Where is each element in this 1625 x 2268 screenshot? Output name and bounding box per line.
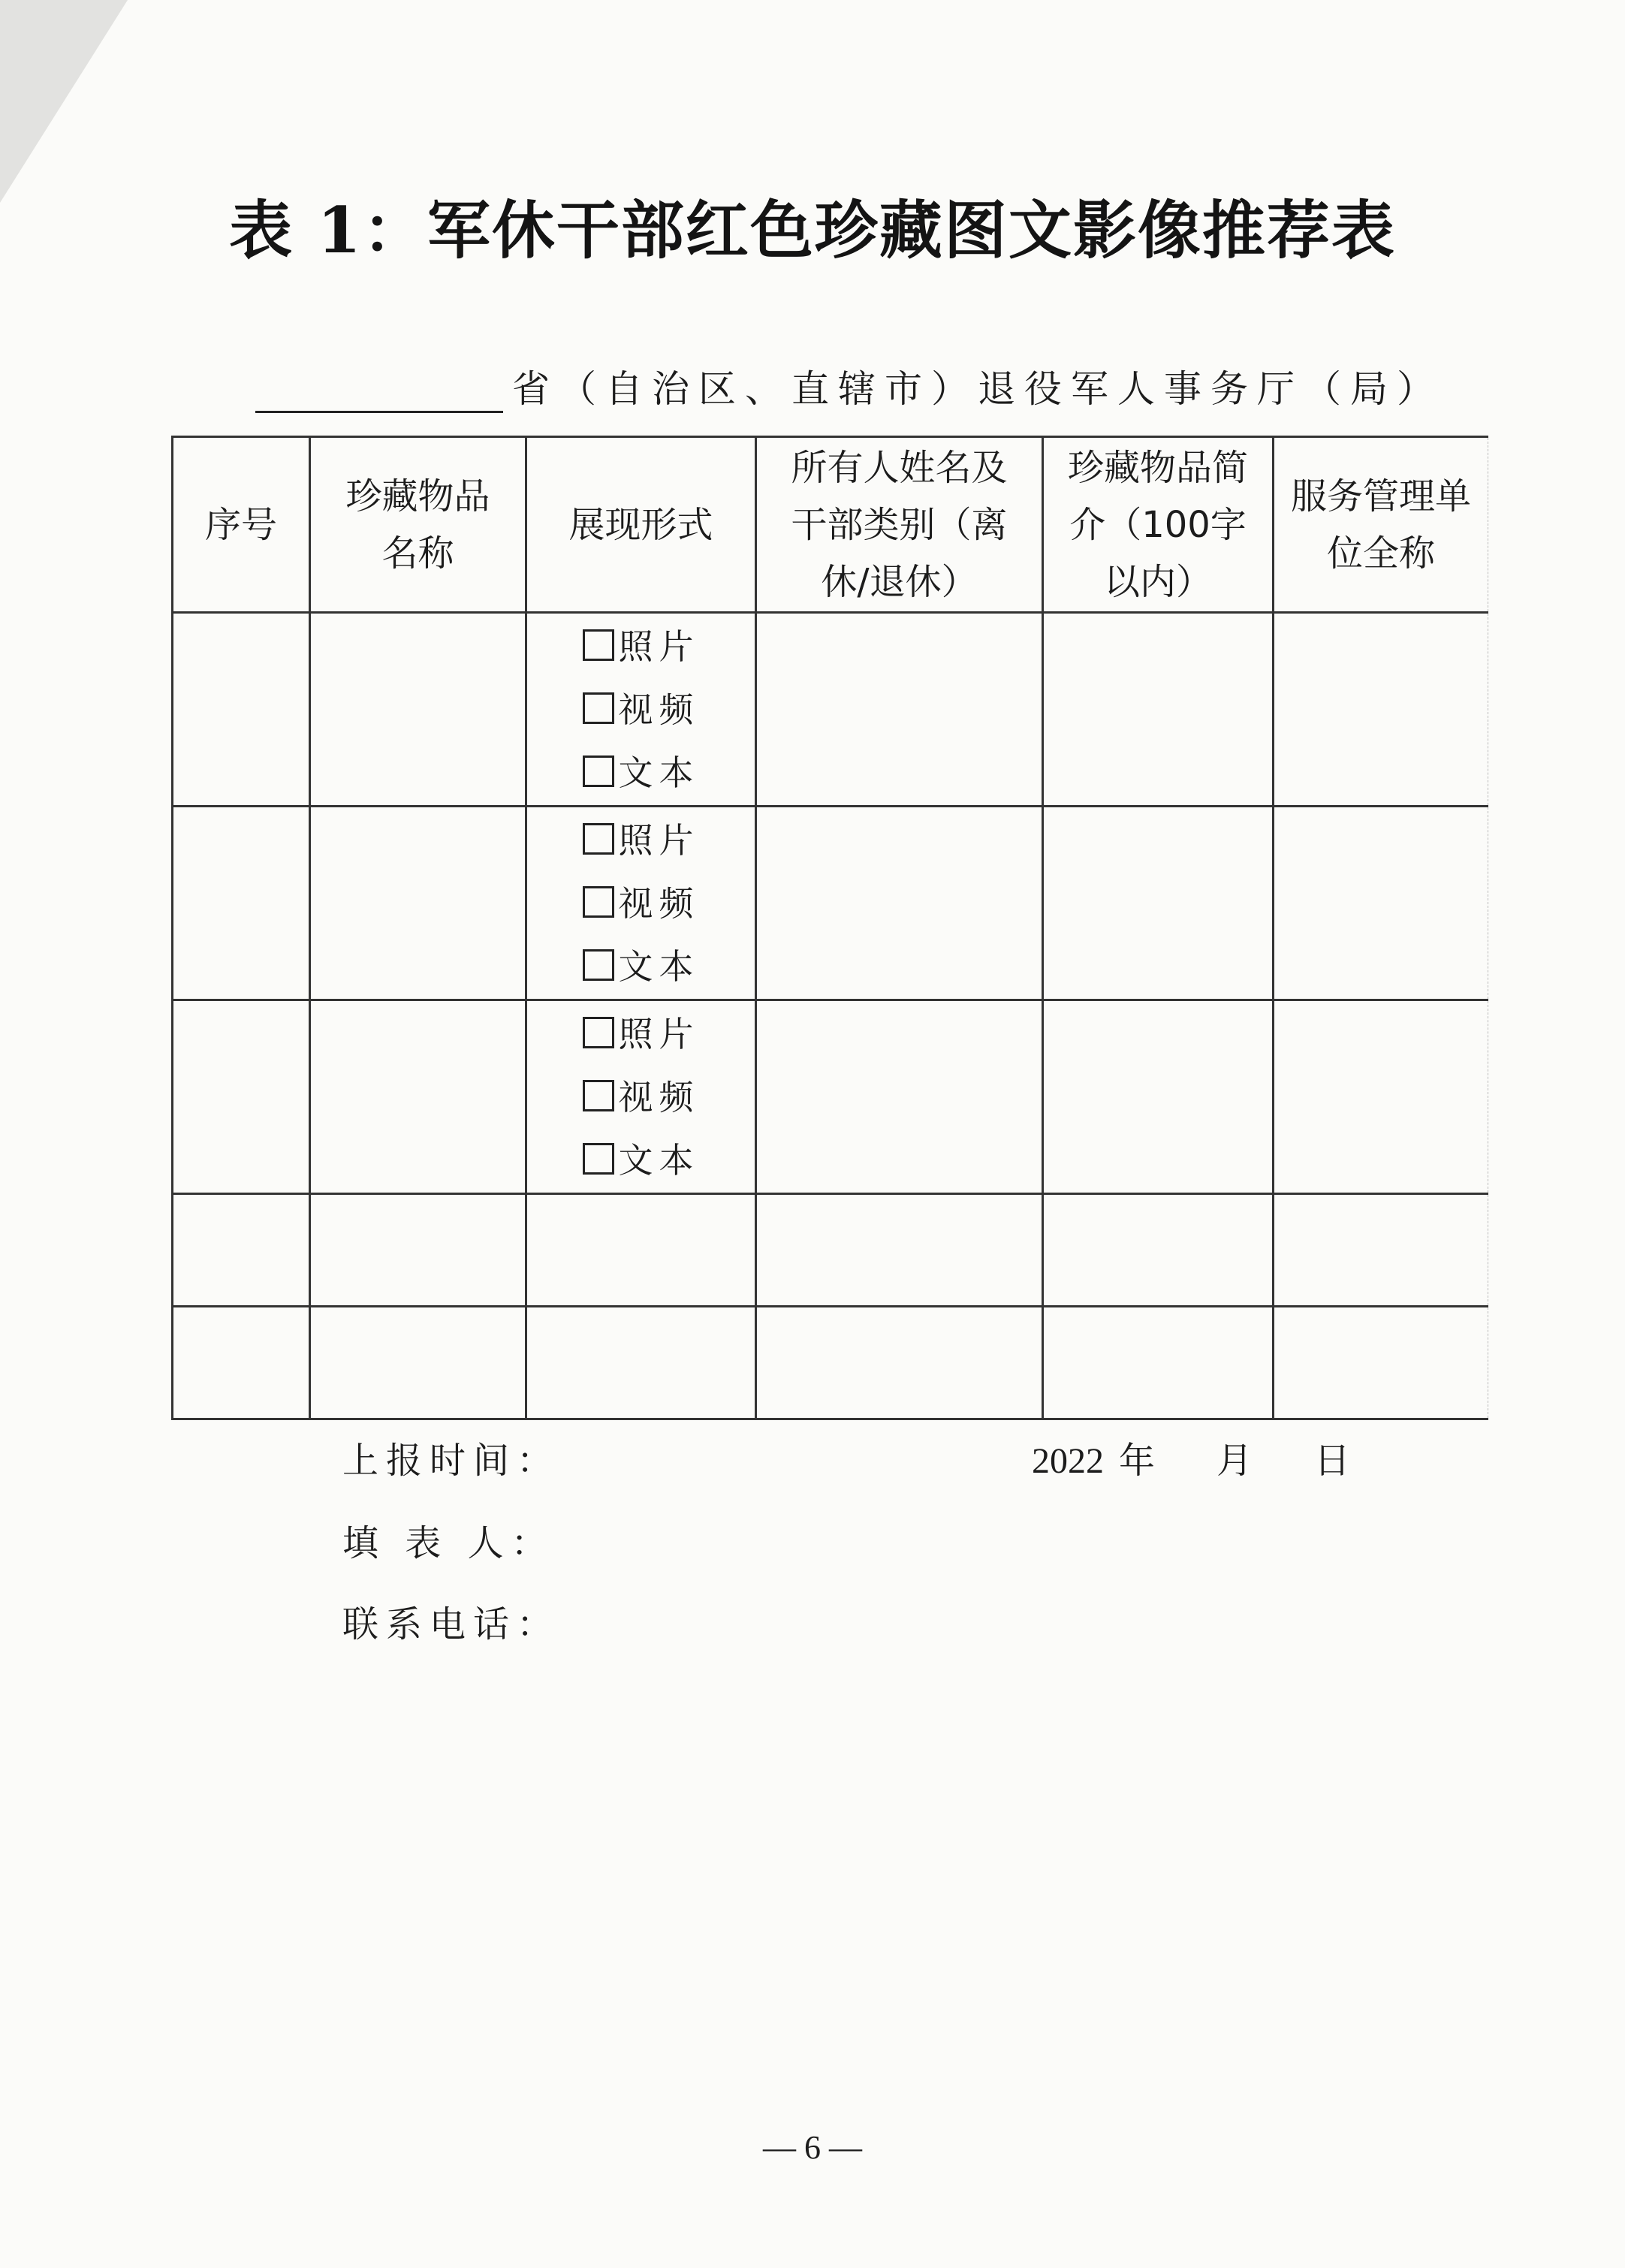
cell-item-name[interactable]	[310, 1307, 526, 1419]
document-title: 表 1：军休干部红色珍藏图文影像推荐表	[229, 193, 1396, 267]
option-photo[interactable]: 照片	[527, 1003, 755, 1066]
cell-management-unit[interactable]	[1274, 1307, 1488, 1419]
header-presentation-form: 展现形式	[526, 437, 756, 613]
checkbox-icon	[583, 1080, 614, 1111]
checkbox-icon	[583, 629, 614, 661]
header-serial-number: 序号	[173, 437, 310, 613]
report-time-label: 上报时间：	[342, 1440, 561, 1482]
date-day-char: 日	[1314, 1441, 1351, 1481]
page-fold-corner	[0, 0, 128, 203]
checkbox-icon	[583, 755, 614, 787]
checkbox-icon	[583, 886, 614, 918]
option-video[interactable]: 视频	[527, 678, 755, 741]
header-owner-name-category: 所有人姓名及干部类别（离休/退休）	[756, 437, 1043, 613]
cell-serial[interactable]	[173, 1307, 310, 1419]
cell-presentation-form[interactable]	[526, 1194, 756, 1307]
option-photo[interactable]: 照片	[527, 615, 755, 678]
header-item-description: 珍藏物品简介（100字以内）	[1043, 437, 1274, 613]
table-row	[173, 1000, 1488, 1194]
option-video[interactable]: 视频	[527, 1066, 755, 1129]
date-month-char: 月	[1216, 1441, 1253, 1481]
cell-serial[interactable]	[173, 1194, 310, 1307]
checkbox-icon	[583, 1017, 614, 1048]
cell-management-unit[interactable]	[1274, 1000, 1488, 1194]
cell-presentation-form	[526, 1000, 756, 1194]
table-row	[173, 807, 1488, 1000]
province-blank[interactable]	[255, 405, 503, 413]
filler-label: 填 表 人：	[342, 1522, 555, 1564]
cell-management-unit[interactable]	[1274, 1194, 1488, 1307]
checkbox-icon	[583, 692, 614, 724]
page-number: — 6 —	[763, 2129, 862, 2166]
header-item-name: 珍藏物品名称	[310, 437, 526, 613]
table-row	[173, 613, 1488, 807]
cell-owner[interactable]	[756, 1000, 1043, 1194]
header-management-unit: 服务管理单位全称	[1274, 437, 1488, 613]
phone-label: 联系电话：	[342, 1603, 561, 1645]
cell-owner[interactable]	[756, 807, 1043, 1000]
cell-description[interactable]	[1043, 1194, 1274, 1307]
province-line	[255, 360, 1443, 413]
checkbox-icon	[583, 1143, 614, 1175]
date-year: 2022	[1032, 1441, 1104, 1481]
checkbox-icon	[583, 949, 614, 981]
cell-description[interactable]	[1043, 613, 1274, 807]
cell-serial[interactable]	[173, 1000, 310, 1194]
cell-serial[interactable]	[173, 807, 310, 1000]
table-row	[173, 1194, 1488, 1307]
cell-presentation-form[interactable]	[526, 1307, 756, 1419]
cell-item-name[interactable]	[310, 1000, 526, 1194]
table-row	[173, 1307, 1488, 1419]
report-date	[1032, 1431, 1350, 1483]
cell-item-name[interactable]	[310, 613, 526, 807]
cell-owner[interactable]	[756, 1307, 1043, 1419]
cell-description[interactable]	[1043, 1307, 1274, 1419]
cell-management-unit[interactable]	[1274, 613, 1488, 807]
province-suffix: 省（自治区、直辖市）退役军人事务厅（局）	[512, 367, 1443, 411]
checkbox-icon	[583, 823, 614, 855]
option-text[interactable]: 文本	[527, 1129, 755, 1192]
date-year-char: 年	[1119, 1441, 1156, 1481]
cell-serial[interactable]	[173, 613, 310, 807]
cell-presentation-form	[526, 807, 756, 1000]
option-text[interactable]: 文本	[527, 741, 755, 804]
option-text[interactable]: 文本	[527, 935, 755, 998]
option-video[interactable]: 视频	[527, 872, 755, 935]
recommendation-table	[171, 436, 1488, 1420]
cell-owner[interactable]	[756, 613, 1043, 807]
cell-item-name[interactable]	[310, 1194, 526, 1307]
cell-description[interactable]	[1043, 1000, 1274, 1194]
cell-owner[interactable]	[756, 1194, 1043, 1307]
cell-management-unit[interactable]	[1274, 807, 1488, 1000]
cell-item-name[interactable]	[310, 807, 526, 1000]
option-photo[interactable]: 照片	[527, 809, 755, 872]
header-row	[173, 437, 1488, 613]
cell-presentation-form	[526, 613, 756, 807]
cell-description[interactable]	[1043, 807, 1274, 1000]
